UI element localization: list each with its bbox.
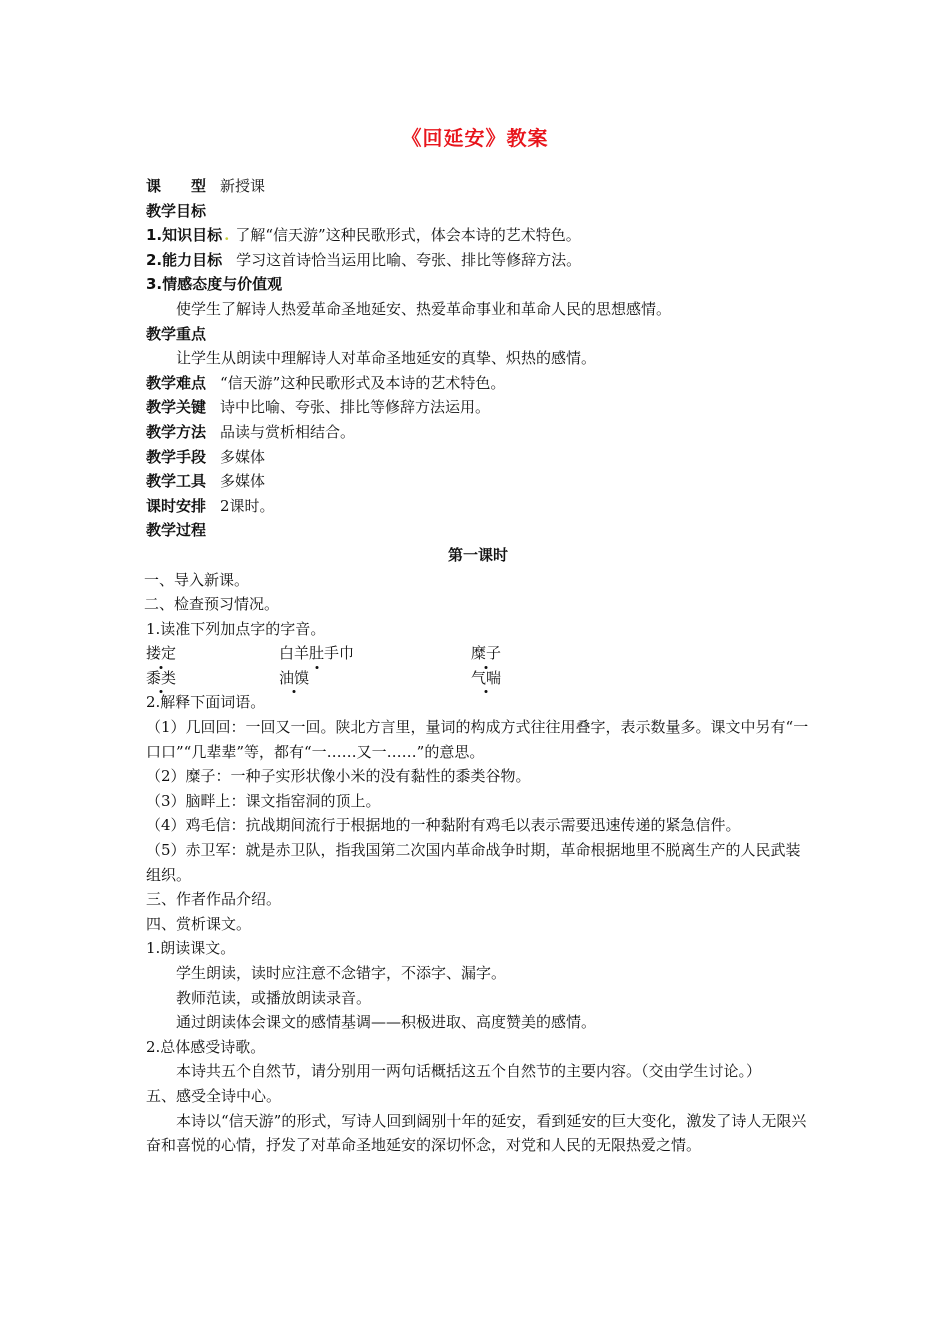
pinyin-word-1: 搂定 xyxy=(146,641,176,666)
definition-4: （4）鸡毛信：抗战期间流行于根据地的一种黏附有鸡毛以表示需要迅速传递的紧急信件。 xyxy=(146,816,741,835)
pinyin-word-4: 黍类 xyxy=(146,666,176,691)
hours-line xyxy=(146,494,810,519)
goal2-text: 学习这首诗恰当运用比喻、夸张、排比等修辞方法。 xyxy=(236,250,582,269)
section-center: 五、感受全诗中心。 xyxy=(146,1086,282,1105)
method-label: 教学方法 xyxy=(146,422,207,441)
key-line xyxy=(146,395,810,420)
course-type-value: 新授课 xyxy=(220,177,266,195)
read-step-1: 学生朗读，读时应注意不念错字，不添字、漏字。 xyxy=(176,964,507,982)
key-text: 诗中比喻、夸张、排比等修辞方法运用。 xyxy=(220,398,491,417)
subsection-feel: 2.总体感受诗歌。 xyxy=(146,1037,266,1056)
goal3-text: 使学生了解诗人热爱革命圣地延安、热爱革命事业和革命人民的思想感情。 xyxy=(176,299,672,318)
bullet-dot-icon: . xyxy=(224,226,230,245)
method-text: 品读与赏析相结合。 xyxy=(220,422,356,441)
goal1-label: 1.知识目标 xyxy=(146,226,223,245)
means-text: 多媒体 xyxy=(220,447,266,466)
goal1-text: 了解“信天游”这种民歌形式，体会本诗的艺术特色。 xyxy=(235,226,581,245)
tools-line xyxy=(146,469,810,494)
definition-1: （1）几回回：一回又一回。陕北方言里，量词的构成方式往往用叠字，表示数量多。课文中另有“一口口”“几辈辈”等，都有“一……又一……”的意思。 xyxy=(146,718,809,761)
read-step-3: 通过朗读体会课文的感情基调——积极进取、高度赞美的感情。 xyxy=(176,1013,597,1032)
definition-2: （2）糜子：一种子实形状像小米的没有黏性的黍类谷物。 xyxy=(146,767,531,786)
goal-ability xyxy=(146,248,810,273)
section-intro: 一、导入新课。 xyxy=(144,570,250,589)
center-paragraph: 本诗以“信天游”的形式，写诗人回到阔别十年的延安，看到延安的巨大变化，激发了诗人无限兴奋和喜悦的心情，抒发了对革命圣地延安的深切怀念，对党和人民的无限热爱之情。 xyxy=(146,1111,807,1155)
method-line xyxy=(146,420,810,445)
goal2-label: 2.能力目标 xyxy=(146,250,223,269)
pinyin-word-6: 气喘 xyxy=(471,666,501,691)
section-author: 三、作者作品介绍。 xyxy=(146,890,282,909)
subsection-explain: 2.解释下面词语。 xyxy=(146,693,266,712)
process-heading: 教学过程 xyxy=(146,521,207,540)
hours-label: 课时安排 xyxy=(146,496,207,515)
pinyin-row-1 xyxy=(146,641,810,666)
definition-5: （5）赤卫军：就是赤卫队，指我国第二次国内革命战争时期，革命根据地里不脱离生产的人民武装组织。 xyxy=(146,841,801,884)
difficulty-line xyxy=(146,371,810,396)
tools-text: 多媒体 xyxy=(220,472,266,491)
focus-heading: 教学重点 xyxy=(146,324,207,343)
document-title: 《回延安》教案 xyxy=(401,126,549,150)
focus-text: 让学生从朗读中理解诗人对革命圣地延安的真挚、炽热的感情。 xyxy=(176,349,597,368)
goals-heading: 教学目标 xyxy=(146,201,207,220)
course-type-label: 课 型 xyxy=(146,177,207,195)
pinyin-row-2 xyxy=(146,666,810,691)
definition-3: （3）脑畔上：课文指窑洞的顶上。 xyxy=(146,791,381,810)
read-step-2: 教师范读，或播放朗读录音。 xyxy=(176,988,372,1007)
difficulty-text: “信天游”这种民歌形式及本诗的艺术特色。 xyxy=(220,373,506,392)
goal3-label: 3.情感态度与价值观 xyxy=(146,275,283,294)
tools-label: 教学工具 xyxy=(146,472,207,491)
pinyin-word-3: 糜子 xyxy=(471,641,501,666)
feel-paragraph: 本诗共五个自然节，请分别用一两句话概括这五个自然节的主要内容。（交由学生讨论。） xyxy=(176,1062,762,1081)
means-line xyxy=(146,445,810,470)
course-type-line xyxy=(146,174,810,199)
difficulty-label: 教学难点 xyxy=(146,373,207,392)
subsection-pronounce: 1.读准下列加点字的字音。 xyxy=(146,619,326,638)
hours-text: 2课时。 xyxy=(220,496,275,515)
section-appreciate: 四、赏析课文。 xyxy=(146,914,252,933)
section-preview: 二、检查预习情况。 xyxy=(144,595,280,614)
lesson1-heading: 第一课时 xyxy=(447,545,508,564)
subsection-read: 1.朗读课文。 xyxy=(146,939,236,958)
key-label: 教学关键 xyxy=(146,398,207,417)
document-body xyxy=(146,174,810,1158)
means-label: 教学手段 xyxy=(146,447,207,466)
pinyin-word-5: 油馍 xyxy=(279,666,309,691)
goal-knowledge xyxy=(146,223,810,248)
pinyin-word-2: 白羊肚手巾 xyxy=(279,641,354,666)
